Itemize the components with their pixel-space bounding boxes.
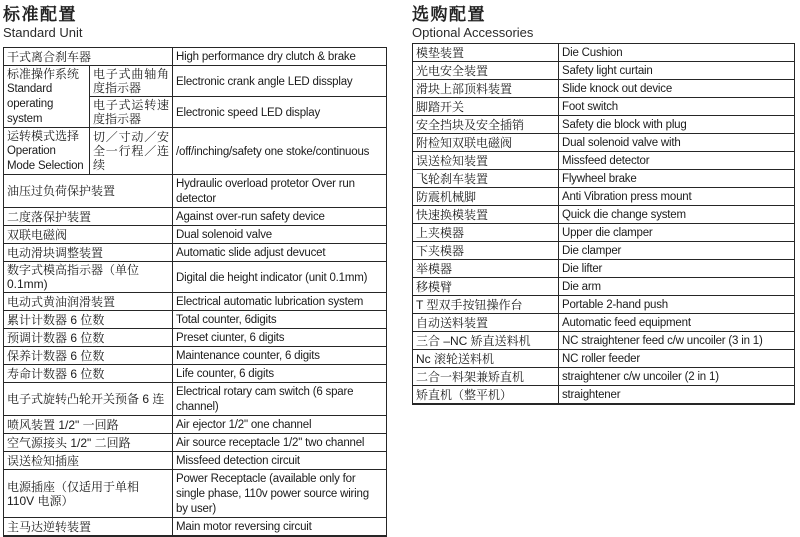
table-row	[413, 296, 795, 314]
cell-text-en: Die arm	[562, 281, 601, 293]
cell-text-en: Dual solenoid valve with	[562, 137, 681, 149]
spec-cell-en	[173, 48, 387, 66]
cell-text-en: Electronic speed LED display	[176, 106, 320, 119]
cell-text-zh: 二度落保护装置	[7, 209, 92, 224]
cell-text-zh: T 型双手按钮操作台	[416, 297, 523, 312]
table-row	[4, 175, 387, 208]
cell-text-zh: 安全挡块及安全插销	[416, 117, 525, 132]
spec-cell-en	[173, 128, 387, 175]
cell-text-zh: 电源插座（仅适用于单相 110V 电源）	[7, 479, 140, 508]
cell-text-en: High performance dry clutch & brake	[176, 51, 356, 63]
cell-text-en: /off/inching/safety one stoke/continuous	[176, 145, 370, 158]
cell-text-zh: 脚踏开关	[416, 99, 465, 114]
cell-text-zh: 空气源接头 1/2" 二回路	[7, 435, 131, 450]
spec-cell-zh	[4, 365, 173, 383]
cell-text-en: Electrical automatic lubrication system	[176, 296, 364, 308]
spec-cell-zh-en	[4, 128, 90, 175]
table-row	[413, 242, 795, 260]
cell-text-en: straightener c/w uncoiler (2 in 1)	[562, 371, 719, 383]
spec-cell-en	[173, 244, 387, 262]
cell-text-en: Die clamper	[562, 245, 622, 257]
spec-cell-zh-en	[4, 66, 90, 128]
table-row	[413, 332, 795, 350]
table-row	[4, 311, 387, 329]
spec-cell-zh	[4, 208, 173, 226]
cell-text-zh: 保养计数器 6 位数	[7, 348, 105, 363]
spec-cell-en	[173, 66, 387, 97]
cell-text-zh: 油压过负荷保护装置	[7, 184, 116, 198]
table-row	[413, 134, 795, 152]
cell-text-zh: 举模器	[416, 261, 453, 276]
cell-text-en: Air source receptacle 1/2" two channel	[176, 437, 365, 449]
cell-text-en: Digital die height indicator (unit 0.1mm)	[176, 271, 368, 284]
cell-text-en: Electronic crank angle LED dissplay	[176, 75, 353, 88]
spec-cell-zh	[90, 97, 173, 128]
spec-cell-en	[173, 329, 387, 347]
table-row	[413, 116, 795, 134]
spec-cell-zh	[4, 175, 173, 208]
cell-text-zh: 电子式旋转凸轮开关预备 6 连	[7, 392, 165, 406]
cell-text-en: Against over-run safety device	[176, 211, 325, 223]
spec-cell-en	[173, 365, 387, 383]
cell-text-zh: 三合 –NC 矫直送料机	[416, 333, 531, 348]
table-row	[413, 206, 795, 224]
cell-text-zh: 附检知双联电磁阀	[416, 135, 513, 150]
table-row	[4, 329, 387, 347]
cell-text-zh: 滑块上部顶料装置	[416, 81, 513, 96]
cell-text-zh: 自动送料装置	[416, 315, 489, 330]
cell-text-en: Die Cushion	[562, 47, 623, 59]
spec-cell-en	[559, 44, 795, 62]
cell-text-zh: 主马达逆转装置	[7, 519, 92, 534]
cell-text-zh: 电子式运转速度指示器	[93, 98, 170, 126]
spec-cell-zh	[4, 434, 173, 452]
spec-cell-en	[559, 278, 795, 296]
spec-cell-en	[173, 347, 387, 365]
cell-text-zh: 电子式曲轴角度指示器	[93, 67, 170, 95]
table-row	[413, 350, 795, 368]
table-row	[413, 152, 795, 170]
table-row	[413, 62, 795, 80]
spec-cell-zh	[4, 329, 173, 347]
cell-text-zh: 飞轮刹车装置	[416, 171, 489, 186]
cell-text-en: Life counter, 6 digits	[176, 368, 274, 380]
table-row	[4, 262, 387, 293]
table-row	[413, 260, 795, 278]
spec-cell-zh	[90, 128, 173, 175]
cell-text-zh: 快速换模装置	[416, 207, 489, 222]
cell-text-en: Upper die clamper	[562, 227, 653, 239]
table-row	[4, 434, 387, 452]
standard-unit-title-en: Standard Unit	[3, 25, 83, 40]
cell-text-en: Preset ciunter, 6 digits	[176, 332, 285, 344]
spec-cell-zh	[413, 62, 559, 80]
table-row	[4, 518, 387, 537]
cell-text-zh: 累计计数器 6 位数	[7, 312, 105, 327]
cell-text-en: NC roller feeder	[562, 353, 640, 365]
cell-text-en: Automatic slide adjust devucet	[176, 247, 326, 259]
table-row	[4, 470, 387, 518]
cell-text-en: Electrical rotary cam switch (6 spare channel)	[176, 386, 354, 413]
table-row	[413, 386, 795, 405]
cell-text-en: Foot switch	[562, 101, 618, 113]
cell-text-zh: 移模臂	[416, 279, 453, 294]
cell-text-en: Portable 2-hand push	[562, 299, 668, 311]
spec-cell-en	[559, 386, 795, 405]
spec-cell-en	[173, 416, 387, 434]
cell-text-en: Hydraulic overload protetor Over run detector	[176, 178, 355, 205]
spec-cell-zh	[413, 44, 559, 62]
spec-cell-zh	[413, 314, 559, 332]
cell-text-en: Die lifter	[562, 263, 603, 275]
cell-text-zh: 误送检知插座	[7, 453, 80, 468]
cell-text-zh: 模垫装置	[416, 45, 465, 60]
cell-text-zh: 标准操作系统	[7, 67, 80, 81]
spec-cell-en	[173, 470, 387, 518]
optional-accessories-title-zh: 选购配置	[412, 5, 486, 24]
table-row	[4, 48, 387, 66]
table-row	[413, 368, 795, 386]
spec-cell-en	[559, 368, 795, 386]
cell-text-zh: 误送检知装置	[416, 153, 489, 168]
spec-cell-zh	[413, 350, 559, 368]
cell-text-zh: 预调计数器 6 位数	[7, 330, 105, 345]
standard-unit-table	[3, 47, 387, 537]
cell-text-zh: 双联电磁阀	[7, 227, 68, 242]
table-row	[4, 226, 387, 244]
spec-cell-en	[559, 332, 795, 350]
cell-text-en: Total counter, 6digits	[176, 314, 277, 326]
spec-cell-zh	[413, 206, 559, 224]
spec-cell-en	[559, 170, 795, 188]
cell-text-en: Safety light curtain	[562, 65, 653, 77]
cell-text-en: Missfeed detection circuit	[176, 455, 300, 467]
spec-cell-zh	[413, 242, 559, 260]
spec-cell-en	[173, 518, 387, 537]
spec-cell-en	[559, 260, 795, 278]
spec-cell-en	[559, 134, 795, 152]
spec-cell-en	[559, 314, 795, 332]
spec-cell-en	[559, 224, 795, 242]
cell-text-en: Anti Vibration press mount	[562, 191, 692, 203]
cell-text-en: Dual solenoid valve	[176, 229, 272, 241]
spec-cell-zh	[4, 244, 173, 262]
table-row	[4, 128, 387, 175]
table-row	[4, 416, 387, 434]
table-row	[4, 383, 387, 416]
spec-cell-en	[559, 98, 795, 116]
cell-text-zh: 二合一料架兼矫直机	[416, 369, 525, 384]
spec-cell-en	[559, 296, 795, 314]
spec-cell-zh	[413, 170, 559, 188]
cell-text-zh: 防震机械脚	[416, 189, 477, 204]
spec-cell-zh	[4, 452, 173, 470]
spec-cell-en	[559, 152, 795, 170]
standard-unit-section	[3, 5, 386, 537]
cell-text-en: Slide knock out device	[562, 83, 673, 95]
spec-cell-en	[559, 188, 795, 206]
standard-unit-title-zh: 标准配置	[3, 5, 77, 24]
table-row	[413, 314, 795, 332]
table-row	[413, 188, 795, 206]
table-row	[413, 80, 795, 98]
table-row	[4, 208, 387, 226]
spec-cell-en	[173, 434, 387, 452]
spec-cell-zh	[413, 98, 559, 116]
optional-accessories-section	[412, 5, 794, 405]
cell-text-en: Standard operating system	[7, 83, 54, 125]
table-row	[413, 278, 795, 296]
cell-text-en: Missfeed detector	[562, 155, 650, 167]
spec-cell-en	[559, 62, 795, 80]
cell-text-en: straightener	[562, 389, 621, 401]
table-row	[413, 44, 795, 62]
spec-cell-zh	[413, 134, 559, 152]
spec-cell-en	[173, 262, 387, 293]
cell-text-zh: 电动滑块调整装置	[7, 245, 104, 260]
spec-cell-en	[173, 175, 387, 208]
spec-cell-en	[173, 97, 387, 128]
spec-cell-zh	[413, 386, 559, 405]
spec-cell-zh	[413, 296, 559, 314]
spec-cell-en	[559, 80, 795, 98]
spec-cell-zh	[4, 262, 173, 293]
cell-text-zh: 数字式模高指示器（单位 0.1mm)	[7, 263, 140, 291]
spec-cell-en	[173, 383, 387, 416]
spec-cell-zh	[413, 260, 559, 278]
cell-text-zh: 运转模式选择	[7, 129, 80, 143]
spec-cell-zh	[413, 332, 559, 350]
spec-cell-zh	[4, 470, 173, 518]
spec-cell-en	[173, 452, 387, 470]
spec-cell-en	[559, 242, 795, 260]
table-row	[4, 365, 387, 383]
table-row	[4, 347, 387, 365]
optional-accessories-table	[412, 43, 795, 405]
cell-text-zh: 电动式黄油润滑装置	[7, 294, 116, 309]
table-row	[4, 244, 387, 262]
spec-cell-zh	[4, 347, 173, 365]
cell-text-zh: 干式离合刹车器	[7, 49, 92, 64]
cell-text-en: Quick die change system	[562, 209, 686, 221]
cell-text-en: Air ejector 1/2" one channel	[176, 419, 312, 431]
cell-text-zh: 下夹模器	[416, 243, 465, 258]
spec-cell-en	[559, 206, 795, 224]
spec-cell-en	[173, 208, 387, 226]
cell-text-en: Safety die block with plug	[562, 119, 687, 131]
spec-cell-en	[173, 311, 387, 329]
spec-cell-zh	[413, 152, 559, 170]
cell-text-zh: 喷风装置 1/2" 一回路	[7, 417, 119, 432]
spec-cell-zh	[413, 188, 559, 206]
cell-text-zh: 切／寸动／安全一行程／连续	[93, 130, 170, 172]
spec-cell-zh	[413, 224, 559, 242]
cell-text-en: NC straightener feed c/w uncoiler (3 in 1)	[562, 335, 763, 347]
spec-cell-en	[559, 116, 795, 134]
spec-cell-en	[173, 293, 387, 311]
cell-text-en: Maintenance counter, 6 digits	[176, 350, 320, 362]
table-row	[4, 452, 387, 470]
table-row	[4, 293, 387, 311]
spec-cell-zh	[4, 518, 173, 537]
cell-text-zh: Nc 滚轮送料机	[416, 351, 495, 366]
spec-cell-zh	[413, 278, 559, 296]
cell-text-en: Power Receptacle (available only for single phase, 110v power source wiring by user)	[176, 473, 369, 515]
spec-cell-en	[559, 350, 795, 368]
cell-text-zh: 寿命计数器 6 位数	[7, 366, 105, 381]
cell-text-en: Main motor reversing circuit	[176, 521, 312, 533]
spec-cell-zh	[413, 80, 559, 98]
cell-text-en: Flywheel brake	[562, 173, 637, 185]
spec-cell-zh	[4, 383, 173, 416]
table-row	[413, 224, 795, 242]
spec-cell-zh	[90, 66, 173, 97]
spec-cell-zh	[4, 311, 173, 329]
spec-cell-en	[173, 226, 387, 244]
spec-cell-zh	[413, 368, 559, 386]
table-row	[413, 170, 795, 188]
cell-text-en: Operation Mode Selection	[7, 145, 84, 172]
spec-cell-zh	[4, 48, 173, 66]
spec-cell-zh	[4, 293, 173, 311]
cell-text-en: Automatic feed equipment	[562, 317, 691, 329]
table-row	[413, 98, 795, 116]
spec-cell-zh	[413, 116, 559, 134]
optional-accessories-title-en: Optional Accessories	[412, 25, 534, 40]
table-row	[4, 66, 387, 97]
spec-cell-zh	[4, 416, 173, 434]
cell-text-zh: 上夹模器	[416, 225, 465, 240]
spec-cell-zh	[4, 226, 173, 244]
cell-text-zh: 矫直机（整平机）	[416, 387, 513, 402]
cell-text-zh: 光电安全装置	[416, 63, 489, 78]
